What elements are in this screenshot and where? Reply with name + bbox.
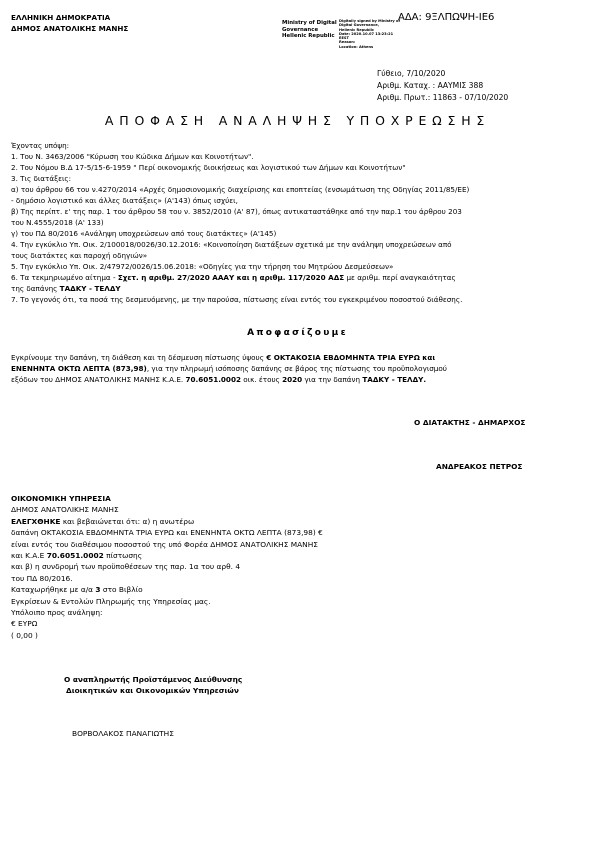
- approval-text: οικ. έτους: [240, 375, 283, 384]
- reference-number: Αριθμ. Καταχ. : ΑΑΥΜΙΣ 388: [377, 81, 484, 90]
- approval-text: εξόδων του ΔΗΜΟΣ ΑΝΑΤΟΛΙΚΗΣ ΜΑΝΗΣ Κ.Α.Ε.: [11, 375, 186, 384]
- stamp-line: Hellenic Republic: [282, 33, 335, 40]
- stamp-detail-line: Hellenic Republic: [339, 27, 375, 32]
- stamp-line: Governance: [282, 26, 319, 33]
- finance-remaining: Υπόλοιπο προς ανάληψη:: [11, 608, 103, 618]
- approval-expense: ΤΑΔΚΥ - ΤΕΛΔΥ.: [362, 375, 427, 384]
- preamble-line: του Ν.4555/2018 (Α' 133): [11, 218, 104, 227]
- preamble-line: Έχοντας υπόψη:: [11, 141, 70, 150]
- preamble-line: γ) του ΠΔ 80/2016 «Ανάληψη υποχρεώσεων από τους διατάκτες» (Α'145): [11, 229, 277, 238]
- preamble-line: - δημόσιο λογιστικό και άλλες διατάξεις» (Α'143) όπως ισχύει,: [11, 196, 238, 205]
- preamble: [11, 140, 586, 305]
- approval-amount-cont: ΕΝΕΝΗΝΤΑ ΟΚΤΩ ΛΕΠΤΑ (873,98): [11, 364, 147, 373]
- approval-paragraph: [11, 352, 586, 385]
- item6-mid: με αριθμ. περί αναγκαιότητας: [344, 273, 456, 282]
- preamble-line: β) Της περίπτ. ε' της παρ. 1 του άρθρου 58 του ν. 3852/2010 (Α' 87), όπως αντικαταστάθηκε από την παρ.1 του άρθρου 203: [11, 207, 462, 216]
- preamble-line: α) του άρθρου 66 του ν.4270/2014 «Αρχές δημοσιονομικής διαχείρισης και εποπτείας (ενσωμάτωση της Οδηγίας 2011/85/ΕΕ): [11, 185, 470, 194]
- finance-book: Εγκρίσεων & Εντολών Πληρωμής της Υπηρεσίας μας.: [11, 596, 211, 606]
- digital-signature-details: [339, 19, 400, 49]
- place-date: Γύθειο, 7/10/2020: [377, 69, 446, 78]
- registered-prefix: Καταχωρήθηκε με α/α: [11, 585, 96, 595]
- approval-text: , για την πληρωμή ισόποσης δαπάνης σε βάρος της πίστωσης του προϋπολογισμού: [146, 364, 447, 373]
- issuer-line: ΔΗΜΟΣ ΑΝΑΤΟΛΙΚΗΣ ΜΑΝΗΣ: [11, 24, 129, 33]
- approval-amount: € ΟΚΤΑΚΟΣΙΑ ΕΒΔΟΜΗΝΤΑ ΤΡΙΑ ΕΥΡΩ και: [266, 353, 436, 362]
- stamp-detail-line: Location: Athens: [339, 44, 374, 49]
- preamble-line: 1. Του Ν. 3463/2006 "Κύρωση του Κώδικα Δήμων και Κοινοτήτων".: [11, 152, 254, 161]
- finance-euro: € ΕΥΡΩ: [11, 619, 38, 629]
- approver-title-line: Ο αναπληρωτής Προϊστάμενος Διεύθυνσης: [64, 675, 243, 684]
- finance-pd: του ΠΔ 80/2016.: [11, 573, 73, 583]
- document-title: ΑΠΟΦΑΣΗ ΑΝΑΛΗΨΗΣ ΥΠΟΧΡΕΩΣΗΣ: [104, 113, 491, 128]
- digital-signature-stamp: [282, 20, 337, 40]
- finance-checked: [11, 516, 586, 527]
- finance-condition: και β) η συνδρομή των προϋποθέσεων της παρ. 1α του αρθ. 4: [11, 562, 241, 572]
- kae-prefix: και Κ.Α.Ε: [11, 551, 47, 561]
- approval-text: για την δαπάνη: [302, 375, 363, 384]
- signer-role: Ο ΔΙΑΤΑΚΤΗΣ - ΔΗΜΑΡΧΟΣ: [414, 418, 526, 427]
- checked-text: και βεβαιώνεται ότι: α) η ανωτέρω: [60, 516, 195, 526]
- stamp-detail-line: Reason:: [339, 40, 356, 45]
- finance-municipality: ΔΗΜΟΣ ΑΝΑΤΟΛΙΚΗΣ ΜΑΝΗΣ: [11, 505, 119, 515]
- stamp-detail-line: Digitally signed by Ministry of: [339, 19, 401, 23]
- finance-registered: [11, 584, 586, 595]
- item6-line2-bold: ΤΑΔΚΥ - ΤΕΛΔΥ: [59, 284, 121, 293]
- preamble-item-7: 7. Το γεγονός ότι, τα ποσά της δεσμευόμενης, με την παρούσα, πίστωσης είναι εντός του εγκεκριμένου ποσοστού διάθεσης.: [11, 295, 463, 304]
- approval-line: [11, 363, 586, 374]
- issuer-line: ΕΛΛΗΝΙΚΗ ΔΗΜΟΚΡΑΤΙΑ: [11, 13, 111, 22]
- approval-kae: 70.6051.0002: [185, 375, 241, 384]
- signer-name: ΑΝΔΡΕΑΚΟΣ ΠΕΤΡΟΣ: [436, 462, 523, 471]
- preamble-line: 4. Την εγκύκλιο Υπ. Οικ. 2/100018/0026/30.12.2016: «Κοινοποίηση διατάξεων σχετικά με την ανάληψη υποχρεώσεων από: [11, 240, 452, 249]
- protocol-number: Αριθμ. Πρωτ.: 11863 - 07/10/2020: [377, 93, 509, 102]
- stamp-detail-line: EEST: [339, 36, 349, 41]
- stamp-detail-line: Digital Governance,: [339, 23, 380, 28]
- approval-text: Εγκρίνουμε την δαπάνη, τη διάθεση και τη δέσμευση πίστωσης ύψους: [11, 353, 267, 362]
- finance-amount: δαπάνη ΟΚΤΑΚΟΣΙΑ ΕΒΔΟΜΗΝΤΑ ΤΡΙΑ ΕΥΡΩ και ΕΝΕΝΗΝΤΑ ΟΚΤΩ ΛΕΠΤΑ (873,98) €: [11, 528, 323, 538]
- preamble-line: 3. Τις διατάξεις:: [11, 174, 72, 183]
- kae-code: 70.6051.0002: [46, 551, 104, 561]
- finance-kae: [11, 550, 586, 561]
- preamble-line: τους διατάκτες και παροχή οδηγιών»: [11, 251, 148, 260]
- approver-title-line: Διοικητικών και Οικονομικών Υπηρεσιών: [66, 685, 239, 695]
- registered-suffix: στο Βιβλίο: [100, 585, 143, 595]
- item6-line2-prefix: της δαπάνης: [11, 284, 60, 293]
- approval-line: [11, 352, 586, 363]
- finance-zero: ( 0,00 ): [11, 630, 38, 640]
- approver-block: [64, 675, 242, 696]
- item6-prefix: 6. Τα τεκμηριωμένο αίτημα -: [11, 273, 118, 282]
- checked-label: ΕΛΕΓΧΘΗΚΕ: [11, 516, 61, 526]
- approval-year: 2020: [282, 375, 303, 384]
- document-dates: [377, 68, 508, 104]
- issuer-block: [11, 12, 128, 34]
- preamble-line: 2. Του Νόμου Β.Δ 17-5/15-6-1959 " Περί οικονομικής διοικήσεως και λογιστικού των Δήμων και Κοινοτήτων": [11, 163, 406, 172]
- preamble-item-6: [11, 272, 586, 283]
- stamp-detail-line: Date: 2020.10.07 13:23:21: [339, 31, 394, 36]
- kae-suffix: πίστωσης: [103, 551, 143, 561]
- finance-section: [11, 493, 586, 641]
- registered-number: 3: [95, 585, 101, 595]
- preamble-line: 5. Την εγκύκλιο Υπ. Οικ. 2/47972/0026/15.06.2018: «Οδηγίες για την τήρηση του Μητρώου Δεσμεύσεων»: [11, 262, 394, 271]
- ada-code: ΑΔΑ: 9ΞΛΠΩΨΗ-ΙΕ6: [398, 12, 495, 23]
- approver-name: ΒΟΡΒΟΛΑΚΟΣ ΠΑΝΑΓΙΩΤΗΣ: [72, 729, 174, 738]
- stamp-line: Ministry of Digital: [282, 20, 337, 26]
- preamble-item-6-cont: [11, 283, 586, 294]
- finance-within: είναι εντός του διαθέσιμου ποσοστού της υπό Φορέα ΔΗΜΟΣ ΑΝΑΤΟΛΙΚΗΣ ΜΑΝΗΣ: [11, 539, 318, 549]
- finance-heading: ΟΙΚΟΝΟΜΙΚΗ ΥΠΗΡΕΣΙΑ: [11, 494, 111, 503]
- item6-bold: Σχετ. η αριθμ. 27/2020 ΑΑΑΥ και η αριθμ. 117/2020 ΑΔΣ: [117, 273, 345, 282]
- approval-line: [11, 374, 586, 385]
- decision-heading: Αποφασίζουμε: [247, 328, 348, 338]
